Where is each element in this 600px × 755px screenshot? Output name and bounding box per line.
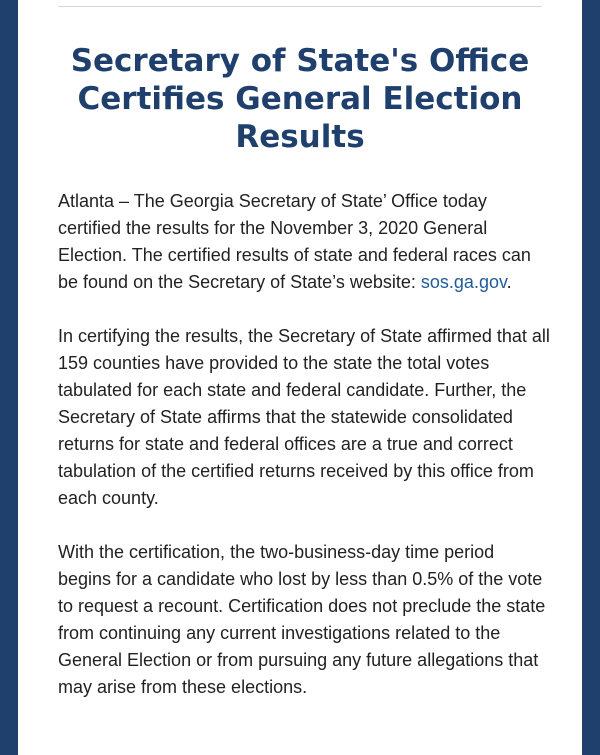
press-release-page [18,0,582,755]
article-title: Secretary of State's Office Certifies General Election Results [70,43,530,155]
top-divider [58,6,542,7]
paragraph-1 [58,188,552,296]
paragraph-1-end: . [506,272,512,292]
sos-website-link[interactable]: sos.ga.gov [420,272,507,292]
paragraph-2: In certifying the results, the Secretary of State affirmed that all 159 counties have provided to the state the total votes tabulated for each state and federal candidate. Further, the Secretary of State affirms that the statewide consolidated returns for state and federal offices are a true and correct tabulation of the certified returns received by this office from each county. [58,326,550,508]
article-body [58,188,552,728]
paragraph-3: With the certification, the two-business-day time period begins for a candidate who lost by less than 0.5% of the vote to request a recount. Certification does not preclude the state from continuing any current investigations related to the General Election or from pursuing any future allegations that may arise from these elections. [58,542,546,697]
paragraph-1-text: Atlanta – The Georgia Secretary of State’ Office today certified the results for the November 3, 2020 General Election. The certified results of state and federal races can be found on the Secretary of State’s website: [58,191,531,292]
